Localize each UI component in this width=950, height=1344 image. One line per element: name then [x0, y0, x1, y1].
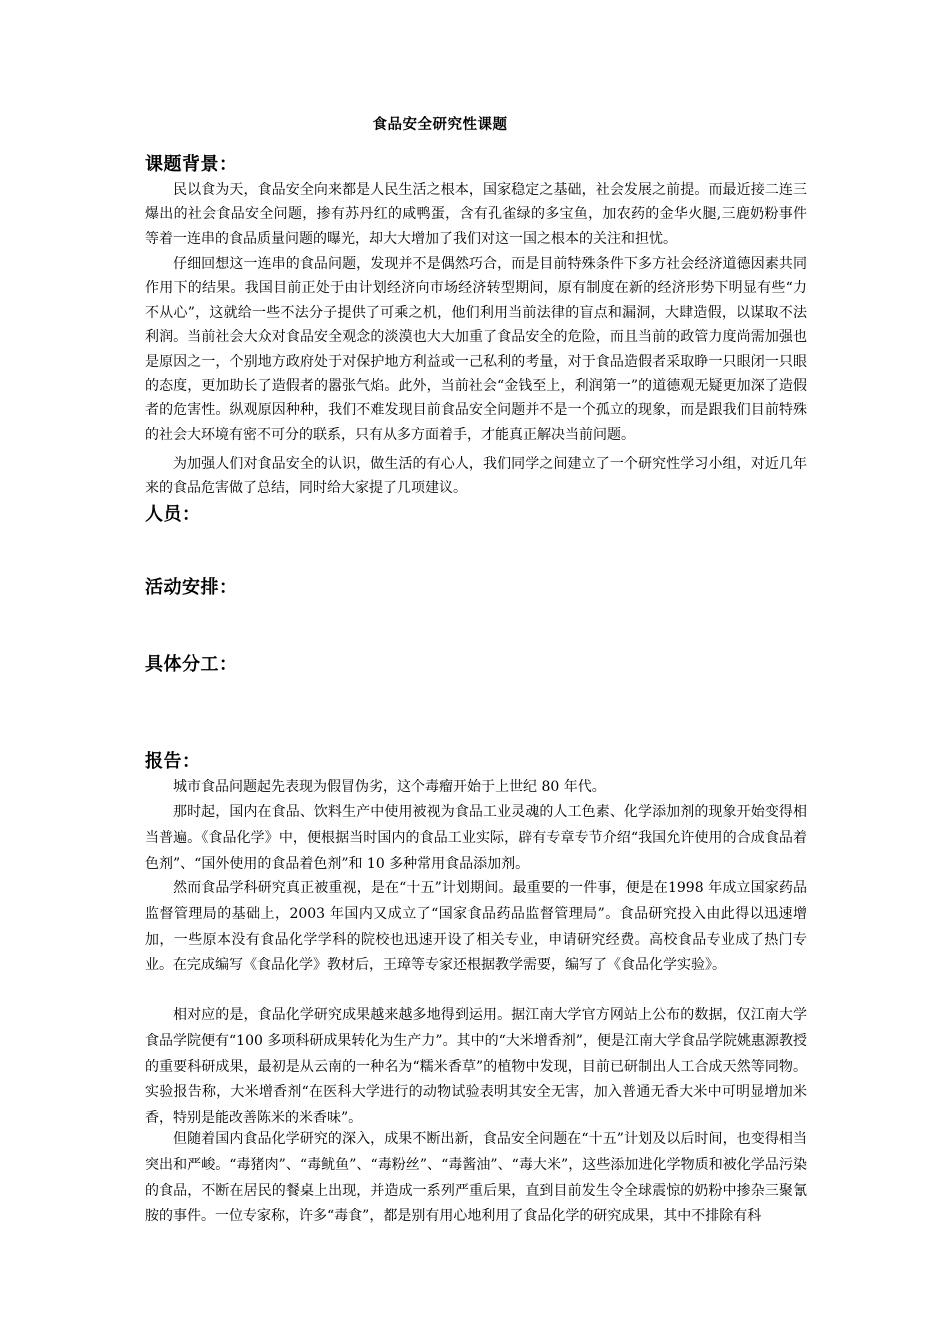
- heading-division: 具体分工：: [145, 654, 238, 675]
- report-paragraph-2: 那时起，国内在食品、饮料生产中使用被视为食品工业灵魂的人工色素、化学添加剂的现象开始变得相当普遍。《食品化学》中，便根据当时国内的食品工业实际，辟有专章专节介绍“我国允许使用的合成食品着色剂”、“国外使用的食品着色剂”和 10 多种常用食品添加剂。: [145, 804, 807, 872]
- heading-background: 课题背景：: [145, 154, 238, 175]
- background-paragraph-1: 民以食为天，食品安全向来都是人民生活之根本，国家稳定之基础，社会发展之前提。而最近接二连三爆出的社会食品安全问题，掺有苏丹红的咸鸭蛋，含有孔雀绿的多宝鱼，加农药的金华火腿,三鹿奶粉事件等着一连串的食品质量问题的曝光，却大大增加了我们对这一国之根本的关注和担忧。: [145, 182, 807, 247]
- report-paragraph-3: 然而食品学科研究真正被重视，是在“十五”计划期间。最重要的一件事，便是在1998 年成立国家药品监督管理局的基础上，2003 年国内又成立了“国家食品药品监督管理局”。食品研究投入由此得以迅速增加，一些原本没有食品化学学科的院校也迅速开设了相关专业，申请研究经费。高校食品专业成了热门专业。在完成编写《食品化学》教材后，王璋等专家还根据教学需要，编写了《食品化学实验》。: [145, 880, 807, 974]
- background-paragraph-3: 为加强人们对食品安全的认识，做生活的有心人，我们同学之间建立了一个研究性学习小组，对近几年来的食品危害做了总结，同时给大家提了几项建议。: [145, 456, 807, 497]
- heading-report: 报告：: [145, 751, 201, 772]
- document-title: 食品安全研究性课题: [372, 117, 508, 133]
- report-paragraph-4: 相对应的是，食品化学研究成果越来越多地得到运用。据江南大学官方网站上公布的数据，仅江南大学食品学院便有“100 多项科研成果转化为生产力”。其中的“大米增香剂”，便是江南大学食品学院姚惠源教授的重要科研成果，最初是从云南的一种名为“糯米香草”的植物中发现，目前已研制出人工合成天然等同物。实验报告称，大米增香剂“在医科大学进行的动物试验表明其安全无害，加入普通无香大米中可明显增加米香，特别是能改善陈米的米香味”。: [145, 1007, 807, 1127]
- report-paragraph-5: 但随着国内食品化学研究的深入，成果不断出新，食品安全问题在“十五”计划及以后时间，也变得相当突出和严峻。“毒猪肉”、“毒鱿鱼”、“毒粉丝”、“毒酱油”、“毒大米”，这些添加进化学物质和被化学品污染的食品，不断在居民的餐桌上出现，并造成一系列严重后果，直到目前发生令全球震惊的奶粉中掺杂三聚氰胺的事件。一位专家称，许多“毒食”，都是别有用心地利用了食品化学的研究成果，其中不排除有科: [145, 1131, 807, 1225]
- heading-members: 人员：: [145, 504, 201, 525]
- background-paragraph-2: 仔细回想这一连串的食品问题，发现并不是偶然巧合，而是目前特殊条件下多方社会经济道德因素共同作用下的结果。我国目前正处于由计划经济向市场经济转型期间，原有制度在新的经济形势下明显有些“力不从心”，这就给一些不法分子提供了可乘之机，他们利用当前法律的盲点和漏洞，大肆造假，以谋取不法利润。当前社会大众对食品安全观念的淡漠也大大加重了食品安全的危险，而且当前的政管力度尚需加强也是原因之一，个别地方政府处于对保护地方利益或一己私利的考量，对于食品造假者采取睁一只眼闭一只眼的态度，更加助长了造假者的嚣张气焰。此外，当前社会“金钱至上，利润第一”的道德观无疑更加深了造假者的危害性。纵观原因种种，我们不难发现目前食品安全问题并不是一个孤立的现象，而是跟我们目前特殊的社会大环境有密不可分的联系，只有从多方面着手，才能真正解决当前问题。: [145, 256, 807, 443]
- report-paragraph-1: 城市食品问题起先表现为假冒伪劣，这个毒瘤开始于上世纪 80 年代。: [173, 779, 606, 795]
- heading-schedule: 活动安排：: [145, 577, 238, 598]
